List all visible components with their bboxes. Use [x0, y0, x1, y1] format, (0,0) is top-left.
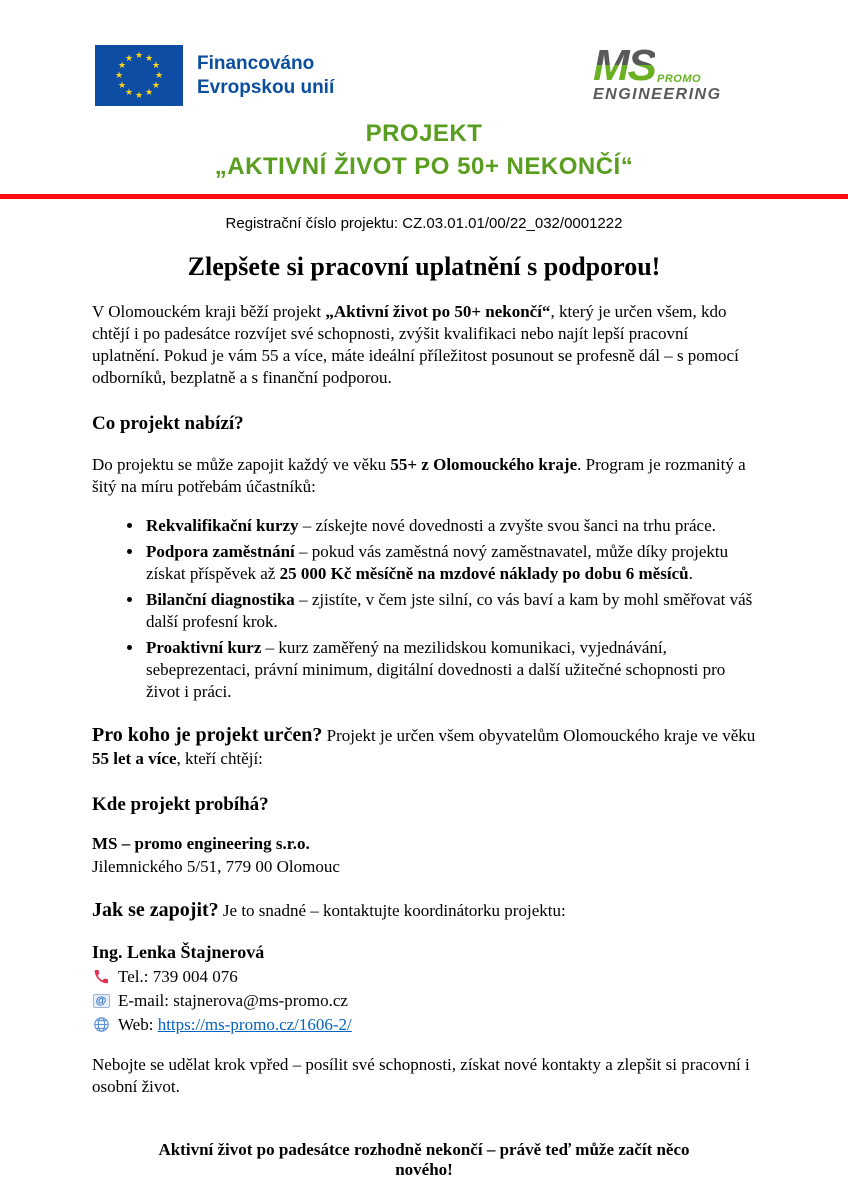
phone-icon	[92, 968, 110, 986]
star-icon	[117, 80, 127, 90]
star-icon	[114, 70, 124, 80]
join-paragraph: Jak se zapojit? Je to snadné – kontaktujte koordinátorku projektu:	[92, 898, 566, 921]
web-line	[92, 1015, 756, 1035]
closing-paragraph: Nebojte se udělat krok vpřed – posílit své schopnosti, získat nové kontakty a zlepšit si pracovní i osobní život.	[92, 1054, 750, 1096]
audience-paragraph: Pro koho je projekt určen? Projekt je určen všem obyvatelům Olomouckého kraje ve věku 55 let a více, kteří chtějí:	[92, 724, 756, 769]
list-item: • Proaktivní kurz – kurz zaměřený na mezilidskou komunikaci, vyjednávání, sebeprezentaci, právní minimum, digitální dovednosti a další užitečné schopnosti pro život i práci.	[144, 637, 756, 703]
star-icon	[134, 90, 144, 100]
section-heading-join: Jak se zapojit?	[92, 898, 219, 921]
company-info	[92, 833, 756, 877]
ms-logo-engineering-text: ENGINEERING	[593, 85, 722, 103]
header	[0, 0, 848, 106]
globe-icon	[92, 1016, 110, 1034]
phone-line	[92, 967, 756, 987]
registration-number: Registrační číslo projektu: CZ.03.01.01/00/22_032/0001222	[225, 215, 623, 232]
project-title	[0, 120, 848, 181]
star-icon	[151, 60, 161, 70]
list-item: • Bilanční diagnostika – zjistíte, v čem jste silní, co vás baví a kam by mohl směřovat váš další profesní krok.	[144, 589, 756, 633]
eu-funding-logo	[95, 45, 334, 106]
list-item: • Rekvalifikační kurzy – získejte nové dovednosti a zvyšte svou šanci na trhu práce.	[144, 515, 756, 537]
web-text: Web: https://ms-promo.cz/1606-2/	[118, 1014, 352, 1034]
intro-paragraph: V Olomouckém kraji běží projekt „Aktivní život po 50+ nekončí“, který je určen všem, kdo chtějí i po padesátce rozvíjet své schopnosti, zvýšit kvalifikaci nebo najít lepší pracovní uplatnění. Pokud je vám 55 a více, máte ideální příležitost posunout se profesně dál – s pomocí odborníků, bezplatně a s finanční podporou.	[92, 302, 739, 388]
section-heading-where: Kde projekt probíhá?	[92, 794, 269, 816]
offer-bullet-list	[92, 515, 756, 704]
section-heading-offer: Co projekt nabízí?	[92, 413, 244, 435]
red-divider	[0, 194, 848, 199]
ms-logo-text: MS	[593, 41, 655, 90]
document-body	[0, 252, 848, 1180]
star-icon	[144, 87, 154, 97]
email-text: E-mail: stajnerova@ms-promo.cz	[118, 990, 348, 1010]
phone-text: Tel.: 739 004 076	[118, 966, 238, 986]
footer-slogan: Aktivní život po padesátce rozhodně nekončí – právě teď může začít něco nového!	[158, 1139, 690, 1179]
section-heading-audience: Pro koho je projekt určen?	[92, 724, 323, 747]
star-icon	[124, 53, 134, 63]
email-line	[92, 991, 756, 1011]
project-title-line1: PROJEKT	[365, 120, 483, 147]
eu-flag-icon	[95, 45, 183, 106]
star-icon	[134, 50, 144, 60]
coordinator-name: Ing. Lenka Štajnerová	[92, 941, 265, 962]
main-headline: Zlepšete si pracovní uplatnění s podporou!	[187, 252, 661, 281]
offer-lead-paragraph: Do projektu se může zapojit každý ve věku 55+ z Olomouckého kraje. Program je rozmanitý a šitý na míru potřebám účastníků:	[92, 455, 746, 497]
eu-funding-label: Financováno Evropskou unií	[197, 52, 335, 98]
email-icon: @	[92, 992, 110, 1010]
project-title-line2: „AKTIVNÍ ŽIVOT PO 50+ NEKONČÍ“	[214, 153, 634, 180]
company-name: MS – promo engineering s.r.o.	[92, 834, 310, 854]
ms-promo-engineering-logo	[593, 41, 758, 104]
company-address: Jilemnického 5/51, 779 00 Olomouc	[92, 856, 340, 876]
ms-logo-promo-text: PROMO	[657, 72, 702, 85]
website-link[interactable]: https://ms-promo.cz/1606-2/	[157, 1014, 352, 1034]
star-icon	[154, 70, 164, 80]
list-item: • Podpora zaměstnání – pokud vás zaměstná nový zaměstnavatel, může díky projektu získat příspěvek až 25 000 Kč měsíčně na mzdové náklady po dobu 6 měsíců.	[144, 541, 756, 585]
